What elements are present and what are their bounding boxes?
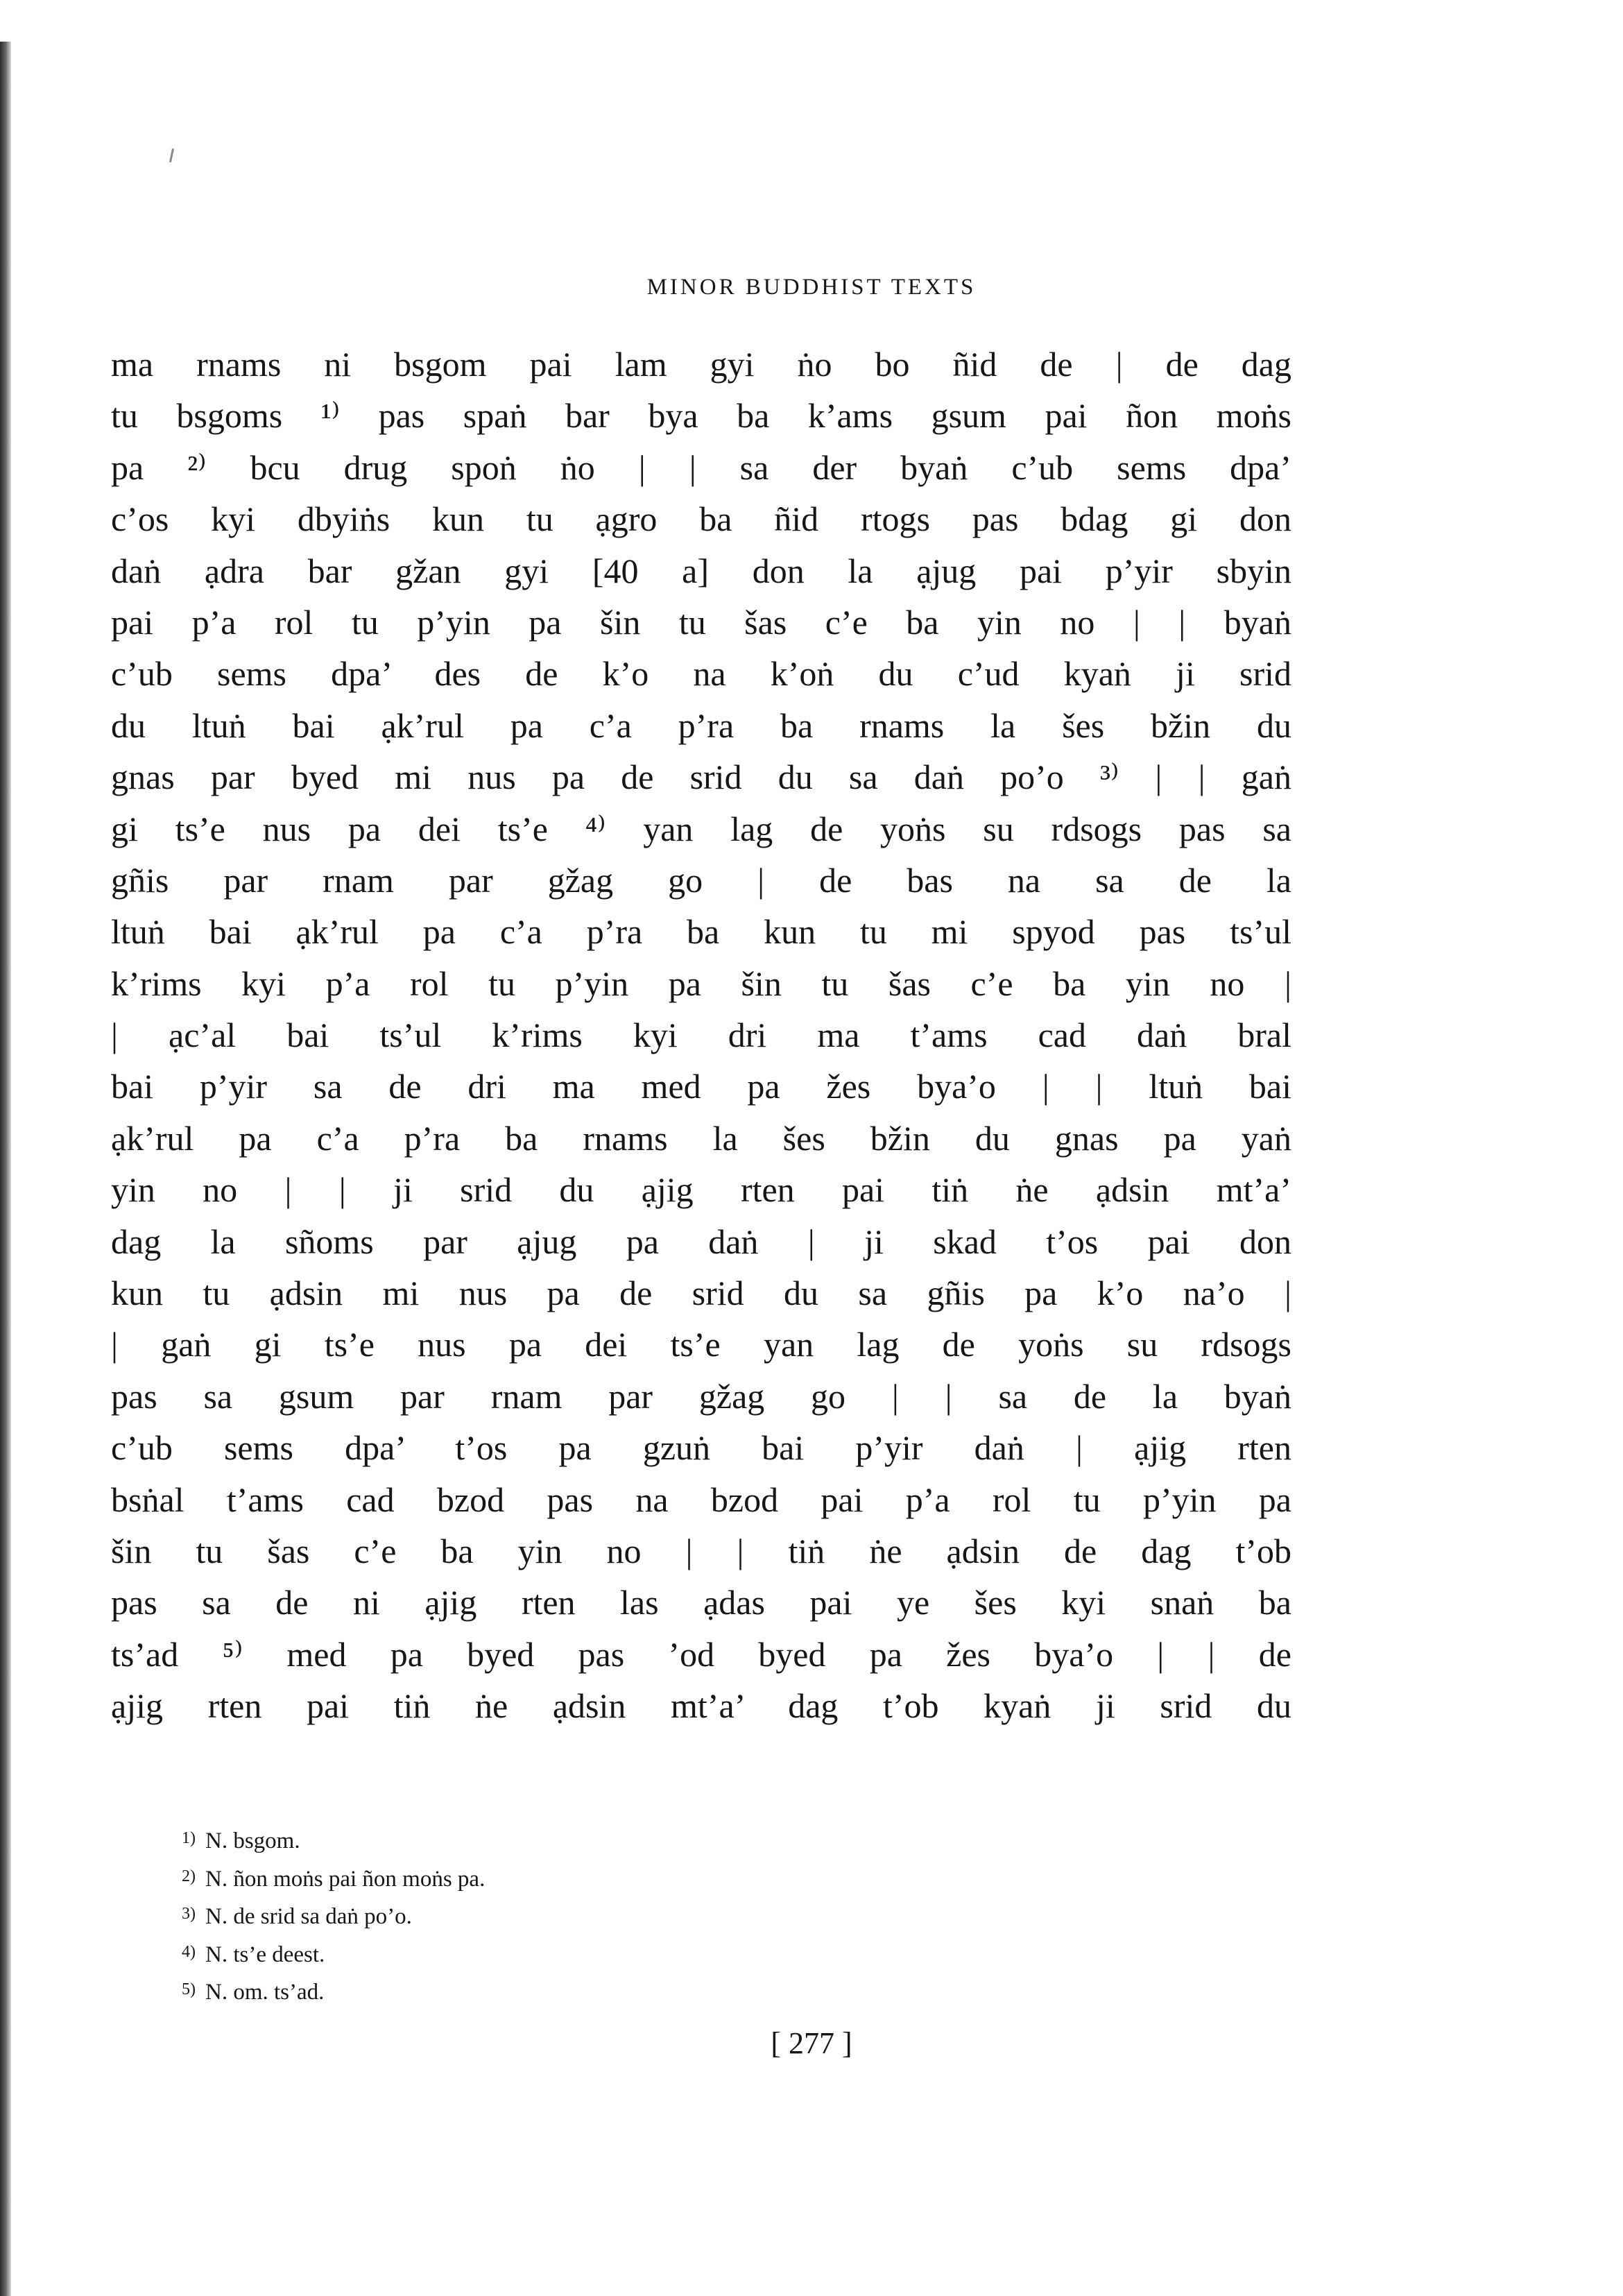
footnote-text: N. om. ts’ad.	[205, 1980, 325, 2005]
text-line: dag la sñoms par ạjug pa daṅ | ji skad t’os pai don	[111, 1222, 1291, 1261]
text-line: bsṅal t’ams cad bzod pas na bzod pai p’a rol tu p’yin pa	[111, 1480, 1291, 1519]
text-line: c’os kyi dbyiṅs kun tu ạgro ba ñid rtogs pas bdag gi don	[111, 499, 1291, 539]
footnote-item	[182, 1895, 485, 1933]
text-line: pai p’a rol tu p’yin pa šin tu šas c’e ba yin no | | byaṅ	[111, 602, 1291, 642]
text-line: ạjig rten pai tiṅ ṅe ạdsin mt’a’ dag t’ob kyaṅ ji srid du	[111, 1686, 1291, 1726]
footnote-mark: 4)	[182, 1942, 196, 1961]
page-number: [ 277 ]	[771, 2026, 852, 2060]
text-line: šin tu šas c’e ba yin no | | tiṅ ṅe ạdsin de dag t’ob	[111, 1531, 1291, 1570]
footnote-mark: 3)	[182, 1905, 196, 1923]
footnote-mark: 5)	[182, 1980, 196, 1998]
page-binding-edge	[0, 42, 11, 2296]
text-line: kun tu ạdsin mi nus pa de srid du sa gñis pa k’o na’o |	[111, 1274, 1291, 1313]
footnote-text: N. ts’e deest.	[205, 1942, 325, 1967]
footnote-item	[182, 1971, 485, 2009]
running-head: MINOR BUDDHIST TEXTS	[646, 275, 977, 300]
text-line: gnas par byed mi nus pa de srid du sa daṅ po’o ³⁾ | | gaṅ	[111, 757, 1291, 797]
text-line: bai p’yir sa de dri ma med pa žes bya’o | | ltuṅ bai	[111, 1067, 1291, 1106]
footnote-text: N. bsgom.	[205, 1828, 300, 1853]
body-text	[111, 339, 1291, 1732]
footnote-mark: 2)	[182, 1867, 196, 1885]
text-line: ạk’rul pa c’a p’ra ba rnams la šes bžin du gnas pa yaṅ	[111, 1118, 1291, 1158]
text-line: ts’ad ⁵⁾ med pa byed pas ’od byed pa žes bya’o | | de	[111, 1634, 1291, 1674]
text-line: du ltuṅ bai ạk’rul pa c’a p’ra ba rnams la šes bžin du	[111, 705, 1291, 745]
text-line: k’rims kyi p’a rol tu p’yin pa šin tu šas c’e ba yin no |	[111, 963, 1291, 1003]
footnote-item	[182, 1933, 485, 1971]
footnotes	[182, 1819, 485, 2009]
text-line: gi ts’e nus pa dei ts’e ⁴⁾ yan lag de yoṅs su rdsogs pas sa	[111, 809, 1291, 848]
text-line: tu bsgoms ¹⁾ pas spaṅ bar bya ba k’ams gsum pai ñon moṅs	[111, 396, 1291, 436]
footnote-item	[182, 1858, 485, 1896]
text-line: yin no | | ji srid du ạjig rten pai tiṅ ṅe ạdsin mt’a’	[111, 1170, 1291, 1210]
footnote-text: N. de srid sa daṅ po’o.	[205, 1904, 412, 1929]
stray-ink-mark	[169, 148, 174, 162]
text-line: daṅ ạdra bar gžan gyi [40 a] don la ạjug pai p’yir sbyin	[111, 551, 1291, 590]
text-line: ma rnams ni bsgom pai lam gyi ṅo bo ñid de | de dag	[111, 345, 1291, 384]
footnote-item	[182, 1819, 485, 1858]
text-line: ltuṅ bai ạk’rul pa c’a p’ra ba kun tu mi spyod pas ts’ul	[111, 912, 1291, 952]
text-line: c’ub sems dpa’ t’os pa gzuṅ bai p’yir daṅ | ạjig rten	[111, 1428, 1291, 1468]
footnote-text: N. ñon moṅs pai ñon moṅs pa.	[205, 1866, 486, 1892]
text-line: pas sa gsum par rnam par gžag go | | sa de la byaṅ	[111, 1376, 1291, 1416]
text-line: pas sa de ni ạjig rten las ạdas pai ye šes kyi snaṅ ba	[111, 1583, 1291, 1622]
text-line: | gaṅ gi ts’e nus pa dei ts’e yan lag de yoṅs su rdsogs	[111, 1325, 1291, 1364]
text-line: | ạc’al bai ts’ul k’rims kyi dri ma t’ams cad daṅ bral	[111, 1016, 1291, 1055]
footnote-mark: 1)	[182, 1829, 196, 1847]
text-line: pa ²⁾ bcu drug spoṅ ṅo | | sa der byaṅ c’ub sems dpa’	[111, 447, 1291, 487]
text-line: c’ub sems dpa’ des de k’o na k’oṅ du c’ud kyaṅ ji srid	[111, 654, 1291, 694]
text-line: gñis par rnam par gžag go | de bas na sa de la	[111, 860, 1291, 900]
